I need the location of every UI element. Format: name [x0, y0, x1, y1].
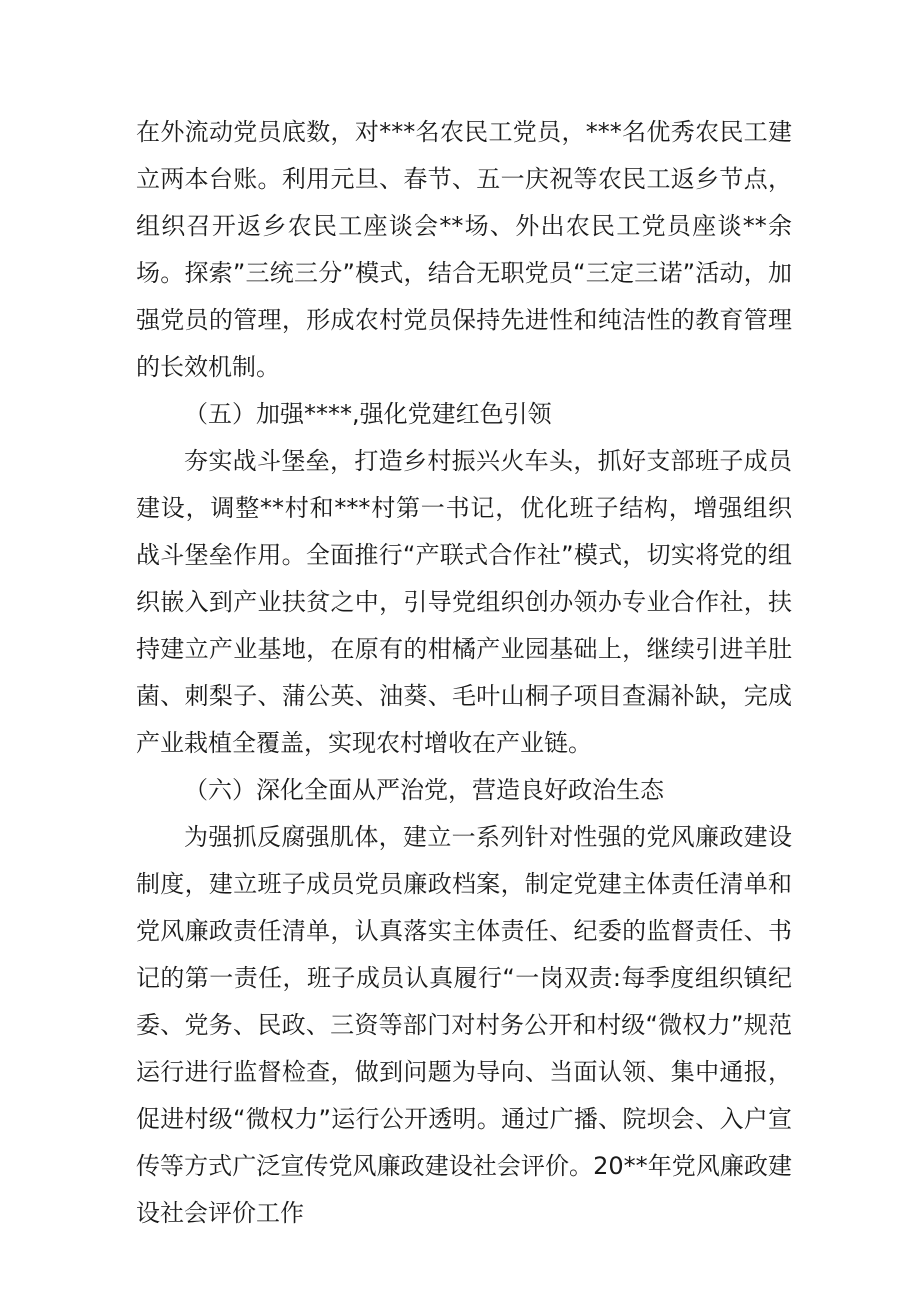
- paragraph-combat-fortress: 夯实战斗堡垒，打造乡村振兴火车头，抓好支部班子成员建设，调整**村和***村第一书记，优化班子结构，增强组织战斗堡垒作用。全面推行“产联式合作社”模式，切实将党的组织嵌入到产业扶贫之中，引导党组织创办领办专业合作社，扶持建立产业基地，在原有的柑橘产业园基础上，继续引进羊肚菌、刺梨子、蒲公英、油葵、毛叶山桐子项目查漏补缺，完成产业栽植全覆盖，实现农村增收在产业链。: [136, 447, 792, 757]
- paragraph-migrant-party-members: 在外流动党员底数，对***名农民工党员，***名优秀农民工建立两本台账。利用元旦、春节、五一庆祝等农民工返乡节点，组织召开返乡农民工座谈会**场、外出农民工党员座谈**余场。探索”三统三分”模式，结合无职党员“三定三诺”活动，加强党员的管理，形成农村党员保持先进性和纯洁性的教育管理的长效机制。: [136, 118, 792, 381]
- section-heading-six: （六）深化全面从严治党，营造良好政治生态: [184, 776, 664, 804]
- section-heading-five: （五）加强****,强化党建红色引领: [184, 400, 552, 428]
- paragraph-anti-corruption: 为强抓反腐强肌体，建立一系列针对性强的党风廉政建设制度，建立班子成员党员廉政档案，制定党建主体责任清单和党风廉政责任清单，认真落实主体责任、纪委的监督责任、书记的第一责任，班子成员认真履行“一岗双责:每季度组织镇纪委、党务、民政、三资等部门对村务公开和村级“微权力”规范运行进行监督检查，做到问题为导向、当面认领、集中通报，促进村级“微权力”运行公开透明。通过广播、院坝会、入户宣传等方式广泛宣传党风廉政建设社会评价。20**年党风廉政建设社会评价工作: [136, 823, 792, 1227]
- document-body: [136, 109, 792, 1237]
